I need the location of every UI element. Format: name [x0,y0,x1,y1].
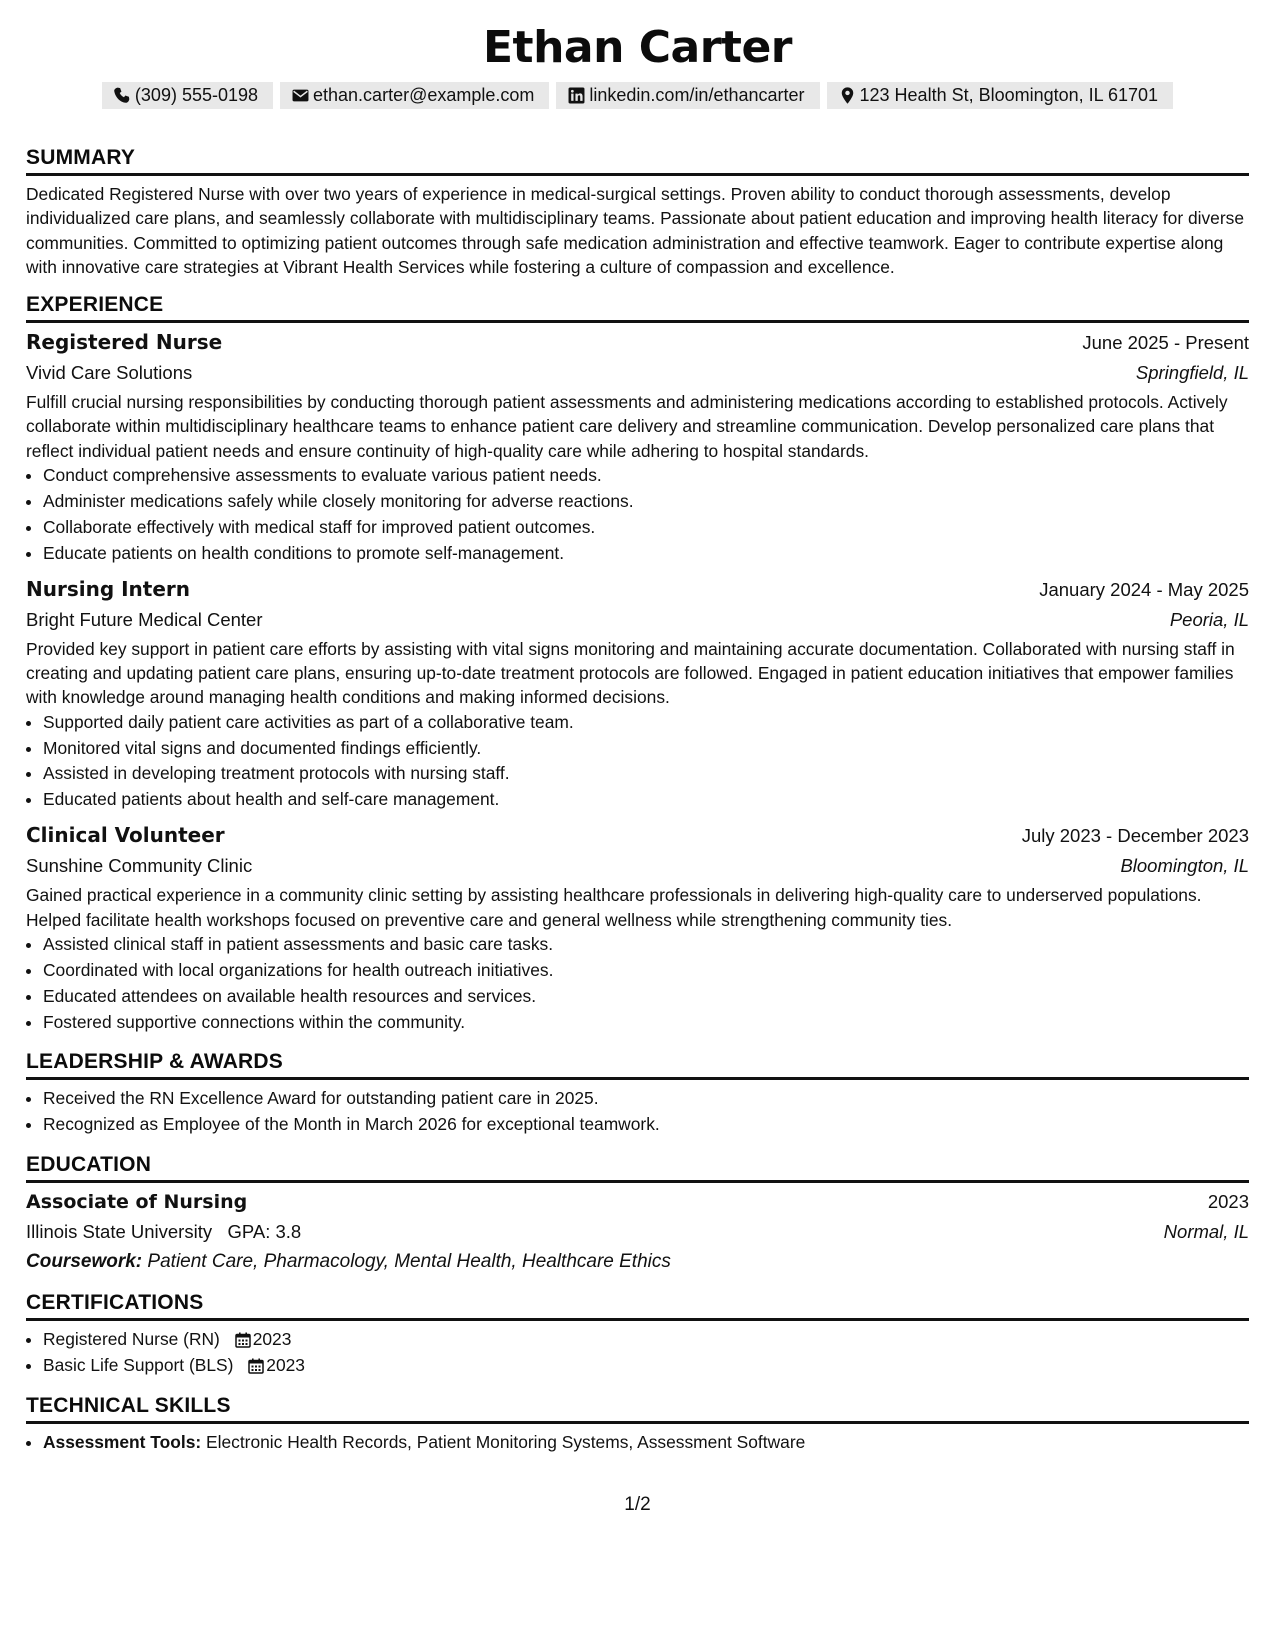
list-item: • Collaborate effectively with medical staff for improved patient outcomes. [43,515,1249,541]
list-item: • Coordinated with local organizations for health outreach initiatives. [43,958,1249,984]
coursework-list: Patient Care, Pharmacology, Mental Health, Healthcare Ethics [147,1251,671,1273]
page-number: 1/2 [624,1494,651,1515]
degree-title: Associate of Nursing [26,1191,248,1214]
certification-year: 2023 [252,1329,292,1350]
leadership-section [26,1049,1249,1138]
list-item: • Assisted in developing treatment protocols with nursing staff. [43,761,1249,787]
graduation-year: 2023 [1207,1191,1249,1213]
school-location: Normal, IL [1163,1221,1249,1243]
skills-section [26,1393,1249,1456]
list-item: • Fostered supportive connections within the community. [43,1010,1249,1036]
summary-text: Dedicated Registered Nurse with over two years of experience in medical-surgical settings. Proven ability to conduct thorough assessments, develop individualized care plans, and seamlessly collaborate with multidisciplinary teams. Passionate about patient education and improving health literacy for diverse communities. Committed to optimizing patient outcomes through safe medication administration and effective teamwork. Eager to contribute expertise along with innovative care strategies at Vibrant Health Services while fostering a culture of compassion and excellence. [26,184,1244,277]
job-entry [26,820,1249,1035]
skills-list [26,1430,1249,1456]
school-name: Illinois State University [26,1221,213,1243]
contact-bar [26,82,1249,109]
skill-values: Electronic Health Records, Patient Monitoring Systems, Assessment Software [206,1432,806,1453]
summary-heading: SUMMARY [26,145,1249,176]
job-bullets [26,710,1249,814]
envelope-icon [292,87,309,104]
job-title: Nursing Intern [26,576,191,601]
education-section [26,1152,1249,1276]
experience-heading: EXPERIENCE [26,292,1249,323]
list-item: • Assisted clinical staff in patient assessments and basic care tasks. [43,932,1249,958]
certification-name: Basic Life Support (BLS) [43,1355,234,1376]
job-dates: January 2024 - May 2025 [1039,578,1249,600]
calendar-icon [235,1332,251,1348]
job-company: Sunshine Community Clinic [26,855,253,877]
job-title: Registered Nurse [26,330,223,355]
skills-heading: TECHNICAL SKILLS [26,1393,1249,1424]
list-item: • Supported daily patient care activities as part of a collaborative team. [43,710,1249,736]
skill-category: Assessment Tools: [43,1432,202,1453]
linkedin-chip[interactable] [556,82,819,109]
job-description: Provided key support in patient care efforts by assisting with vital signs monitoring and maintaining accurate documentation. Collaborated with nursing staff in creating and updating patient care plans, ensuring up-to-date treatment protocols are followed. Engaged in patient education initiatives that empower families with knowledge around managing health conditions and making informed decisions. [26,638,1235,708]
linkedin-text: linkedin.com/in/ethancarter [589,85,805,105]
list-item [43,1430,1249,1456]
certification-year: 2023 [266,1355,305,1376]
job-dates: July 2023 - December 2023 [1021,825,1249,847]
job-bullets [26,932,1249,1036]
job-description: Fulfill crucial nursing responsibilities by conducting thorough patient assessments and administering medications according to established protocols. Actively collaborate within multidisciplinary healthcare teams to enhance patient care delivery and streamline communication. Develop personalized care plans that reflect individual patient needs and ensure continuity of high-quality care while adhering to hospital standards. [26,392,1228,461]
phone-chip[interactable] [102,82,273,109]
coursework-line [26,1247,1249,1276]
list-item [43,1327,1249,1353]
email-chip[interactable] [280,82,549,109]
school-line [26,1217,301,1246]
email-text: ethan.carter@example.com [313,85,535,105]
gpa: GPA: 3.8 [227,1221,302,1243]
certification-name: Registered Nurse (RN) [43,1329,220,1350]
phone-text: (309) 555-0198 [134,85,259,105]
certifications-heading: CERTIFICATIONS [26,1290,1249,1321]
certifications-list [26,1327,1249,1379]
job-description: Gained practical experience in a community clinic setting by assisting healthcare professionals in delivering high-quality care to underserved populations. Helped facilitate health workshops focused on preventive care and general wellness while strengthening community ties. [26,885,1202,930]
list-item: • Educate patients on health conditions to promote self-management. [43,541,1249,567]
list-item: • Monitored vital signs and documented findings efficiently. [43,736,1249,762]
address-text: 123 Health St, Bloomington, IL 61701 [859,85,1159,105]
job-title: Clinical Volunteer [26,823,225,848]
list-item: • Educated patients about health and self-care management. [43,787,1249,813]
calendar-icon [248,1358,264,1374]
experience-section [26,292,1249,1035]
job-entry [26,574,1249,814]
certifications-section [26,1290,1249,1379]
job-entry [26,327,1249,567]
list-item: • Conduct comprehensive assessments to evaluate various patient needs. [43,463,1249,489]
job-location: Peoria, IL [1169,608,1249,630]
address-chip [827,82,1174,109]
list-item: • Administer medications safely while closely monitoring for adverse reactions. [43,489,1249,515]
list-item: • Recognized as Employee of the Month in March 2026 for exceptional teamwork. [43,1112,1249,1138]
job-location: Springfield, IL [1135,362,1249,384]
list-item: • Educated attendees on available health resources and services. [43,984,1249,1010]
list-item [43,1353,1249,1379]
job-dates: June 2025 - Present [1082,332,1249,354]
leadership-bullets [26,1086,1249,1138]
leadership-heading: LEADERSHIP & AWARDS [26,1049,1249,1080]
education-heading: EDUCATION [26,1152,1249,1183]
candidate-name: Ethan Carter [482,22,792,73]
coursework-label: Coursework: [26,1251,143,1273]
job-company: Vivid Care Solutions [26,362,193,384]
job-company: Bright Future Medical Center [26,608,263,630]
linkedin-icon [568,87,585,104]
list-item: • Received the RN Excellence Award for outstanding patient care in 2025. [43,1086,1249,1112]
summary-section [26,145,1249,279]
job-location: Bloomington, IL [1120,855,1249,877]
phone-icon [114,87,131,104]
map-pin-icon [839,87,856,104]
job-bullets [26,463,1249,567]
